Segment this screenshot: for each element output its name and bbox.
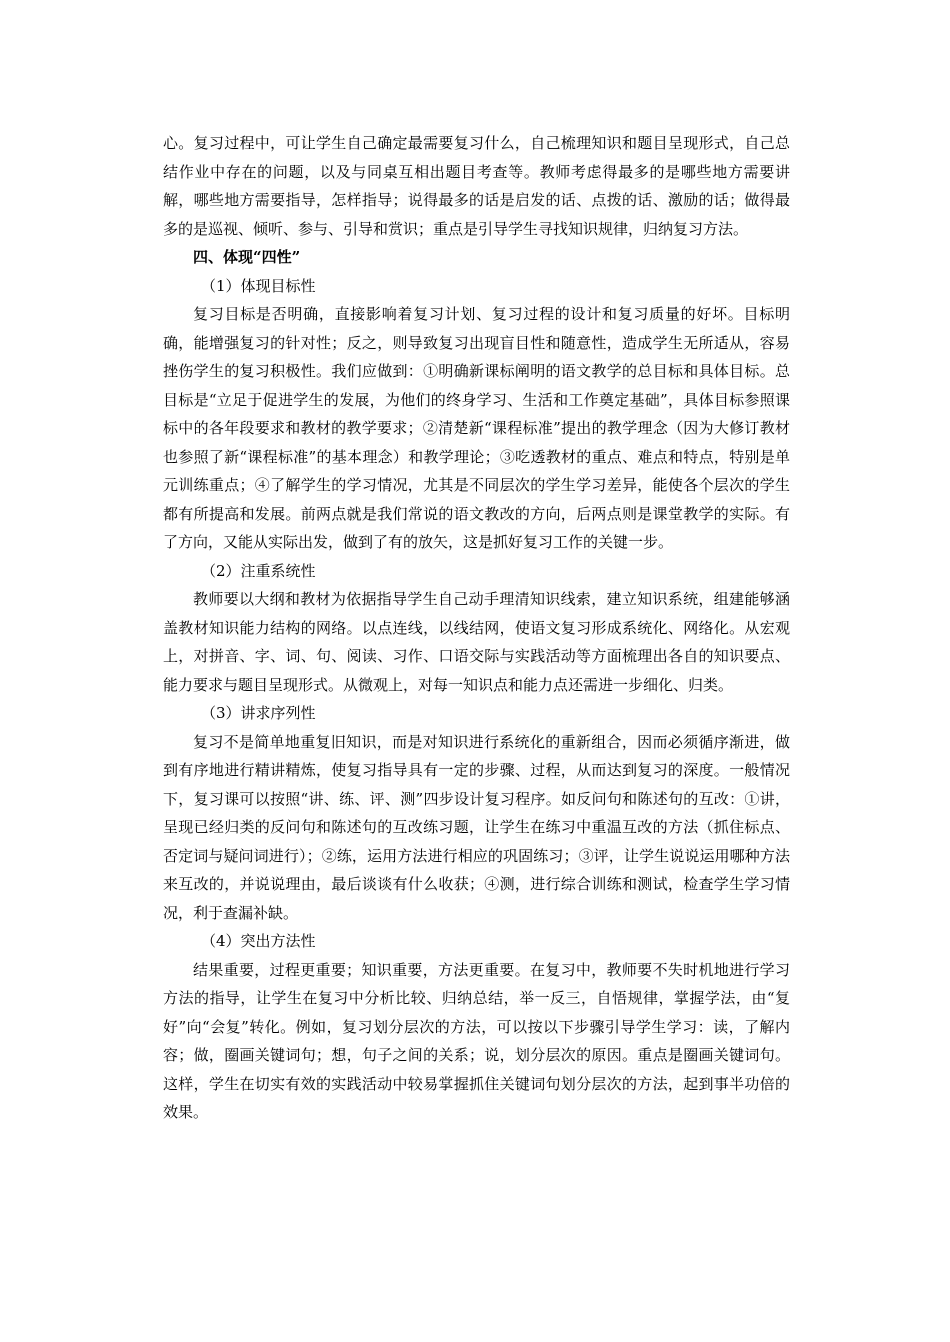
subheading-method: （4）突出方法性 — [201, 932, 316, 950]
subheading-goal-orientation: （1）体现目标性 — [201, 276, 316, 295]
paragraph-method: 结果重要，过程更重要；知识重要，方法更重要。在复习中，教师要不失时机地进行学习方法的指导，让学生在复习中分析比较、归纳总结，举一反三，自悟规律，掌握学法，由“复好”向“会复”转化。例如，复习划分层次的方法，可以按以下步骤引导学生学习：读，了解内容；做，圈画关键词句；想，句子之间的关系；说，划分层次的原因。重点是圈画关键词句。这样，学生在切实有效的实践活动中较易掌握抓住关键词句划分层次的方法，起到事半功倍的效果。 — [163, 960, 790, 1121]
subheading-sequence: （3）讲求序列性 — [201, 704, 316, 722]
paragraph-review-process: 心。复习过程中，可让学生自己确定最需要复习什么，自己梳理知识和题目呈现形式，自己总结作业中存在的问题，以及与同桌互相出题目考查等。教师考虑得最多的是哪些地方需要讲解，哪些地方需要指导，怎样指导；说得最多的话是启发的话、点拨的话、激励的话；做得最多的是巡视、倾听、参与、引导和赏识；重点是引导学生寻找知识规律，归纳复习方法。 — [163, 134, 790, 238]
paragraph-sequence: 复习不是简单地重复旧知识，而是对知识进行系统化的重新组合，因而必须循序渐进，做到有序地进行精讲精炼，使复习指导具有一定的步骤、过程，从而达到复习的深度。一般情况下，复习课可以按照“讲、练、评、测”四步设计复习程序。如反问句和陈述句的互改：①讲，呈现已经归类的反问句和陈述句的互改练习题，让学生在练习中重温互改的方法（抓住标点、否定词与疑问词进行）；②练，运用方法进行相应的巩固练习；③评，让学生说说运用哪种方法来互改的，并说说理由，最后谈谈有什么收获；④测，进行综合训练和测试，检查学生学习情况，利于查漏补缺。 — [163, 732, 790, 922]
section-heading-four-aspects: 四、体现“四性” — [193, 248, 301, 266]
paragraph-systematic: 教师要以大纲和教材为依据指导学生自己动手理清知识线索，建立知识系统，组建能够涵盖教材知识能力结构的网络。以点连线，以线结网，使语文复习形成系统化、网络化。从宏观上，对拼音、字、词、句、阅读、习作、口语交际与实践活动等方面梳理出各自的知识要点、能力要求与题目呈现形式。从微观上，对每一知识点和能力点还需进一步细化、归类。 — [163, 590, 790, 694]
document-body — [163, 129, 790, 1127]
subheading-systematic: （2）注重系统性 — [201, 561, 316, 580]
paragraph-goal-orientation: 复习目标是否明确，直接影响着复习计划、复习过程的设计和复习质量的好坏。目标明确，能增强复习的针对性；反之，则导致复习出现盲目性和随意性，造成学生无所适从，容易挫伤学生的复习积极性。我们应做到：①明确新课标阐明的语文教学的总目标和具体目标。总目标是“立足于促进学生的发展，为他们的终身学习、生活和工作奠定基础”，具体目标参照课标中的各年段要求和教材的教学要求；②清楚新“课程标准”提出的教学理念（因为大修订教材也参照了新“课程标准”的基本理念）和教学理论；③吃透教材的重点、难点和特点，特别是单元训练重点；④了解学生的学习情况，尤其是不同层次的学生学习差异，能使各个层次的学生都有所提高和发展。前两点就是我们常说的语文教改的方向，后两点则是课堂教学的实际。有了方向，又能从实际出发，做到了有的放矢，这是抓好复习工作的关键一步。 — [163, 305, 790, 551]
